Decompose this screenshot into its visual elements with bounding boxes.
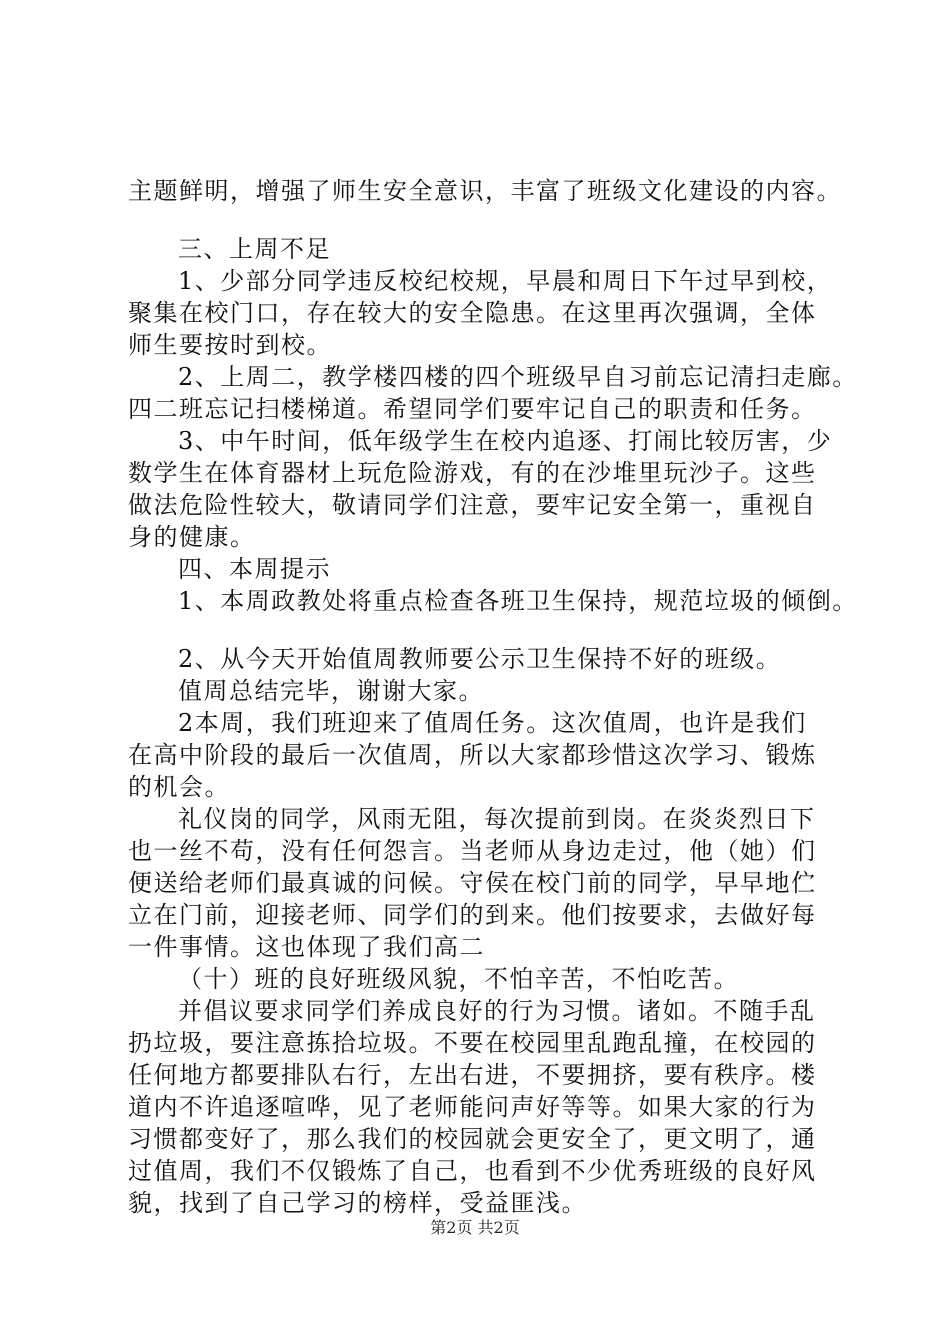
text-line: 礼仪岗的同学，风雨无阻，每次提前到岗。在炎炎烈日下: [178, 805, 816, 833]
text-line: 便送给老师们最真诚的问候。守侯在校门前的同学，早早地伫: [128, 869, 817, 897]
text-line: 值周总结完毕，谢谢大家。: [178, 677, 484, 705]
text-line: 数学生在体育器材上玩危险游戏，有的在沙堆里玩沙子。这些: [128, 459, 817, 487]
text-line: 2、上周二，教学楼四楼的四个班级早自习前忘记清扫走廊。: [178, 363, 858, 391]
text-line: 四二班忘记扫楼梯道。希望同学们要牢记自己的职责和任务。: [128, 395, 817, 423]
text-line: 道内不许追逐喧哗，见了老师能问声好等等。如果大家的行为: [128, 1093, 817, 1121]
text-line: 1、少部分同学违反校纪校规，早晨和周日下午过早到校，: [178, 267, 833, 295]
section-heading: 四、本周提示: [178, 555, 331, 583]
text-line: 的机会。: [128, 773, 230, 801]
text-line: 在高中阶段的最后一次值周，所以大家都珍惜这次学习、锻炼: [128, 741, 817, 769]
text-line: 习惯都变好了，那么我们的校园就会更安全了，更文明了，通: [128, 1125, 817, 1153]
text-line: 立在门前，迎接老师、同学们的到来。他们按要求，去做好每: [128, 901, 817, 929]
text-line: 也一丝不苟，没有任何怨言。当老师从身边走过，他（她）们: [128, 837, 817, 865]
text-line: 做法危险性较大，敬请同学们注意，要牢记安全第一，重视自: [128, 491, 817, 519]
text-line: 扔垃圾，要注意拣拾垃圾。不要在校园里乱跑乱撞，在校园的: [128, 1029, 817, 1057]
text-line: 师生要按时到校。: [128, 331, 332, 359]
text-line: 过值周，我们不仅锻炼了自己，也看到不少优秀班级的良好风: [128, 1157, 817, 1185]
section-heading: 三、上周不足: [178, 235, 331, 263]
text-line: 3、中午时间，低年级学生在校内追逐、打闹比较厉害，少: [178, 427, 833, 455]
text-line: （十）班的良好班级风貌，不怕辛苦，不怕吃苦。: [178, 965, 739, 993]
text-line: 1、本周政教处将重点检查各班卫生保持，规范垃圾的倾倒。: [178, 587, 858, 615]
text-line: 主题鲜明，增强了师生安全意识，丰富了班级文化建设的内容。: [128, 177, 842, 205]
text-line: 貌，找到了自己学习的榜样，受益匪浅。: [128, 1189, 587, 1217]
text-line: 2本周，我们班迎来了值周任务。这次值周，也许是我们: [178, 709, 807, 737]
text-line: 聚集在校门口，存在较大的安全隐患。在这里再次强调，全体: [128, 299, 817, 327]
page-footer: 第2页 共2页: [430, 1218, 520, 1237]
text-line: 一件事情。这也体现了我们高二: [128, 933, 485, 961]
text-line: 2、从今天开始值周教师要公示卫生保持不好的班级。: [178, 645, 782, 673]
text-line: 任何地方都要排队右行，左出右进，不要拥挤，要有秩序。楼: [128, 1061, 817, 1089]
text-line: 身的健康。: [128, 523, 256, 551]
text-line: 并倡议要求同学们养成良好的行为习惯。诸如。不随手乱: [178, 997, 816, 1025]
